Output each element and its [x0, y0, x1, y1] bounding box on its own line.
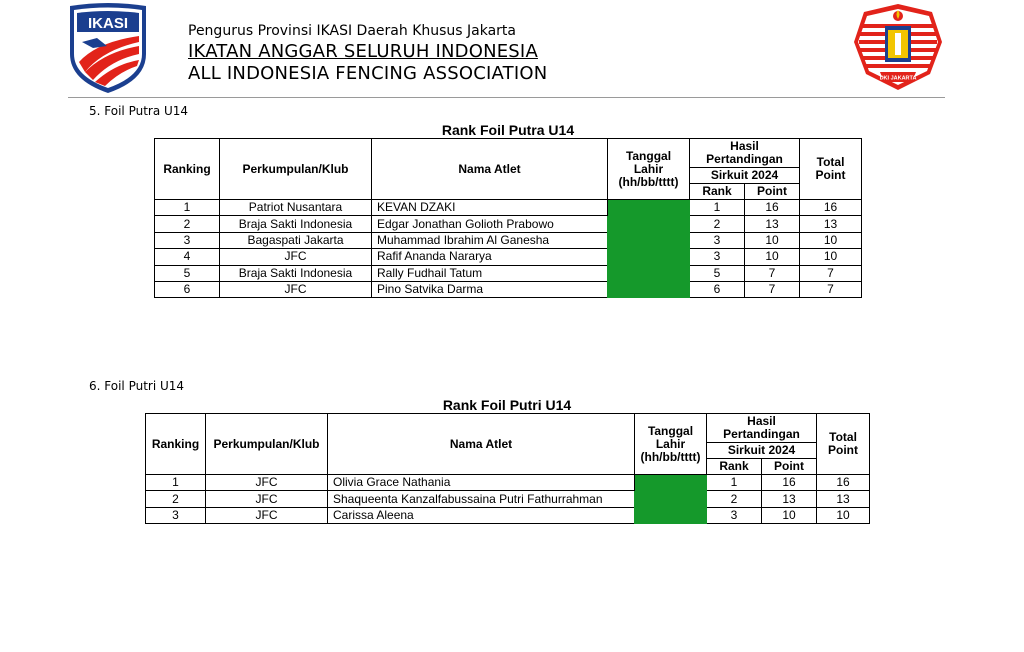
cell-club: Braja Sakti Indonesia — [220, 265, 372, 281]
cell-club: JFC — [220, 281, 372, 297]
col-header-dob: Tanggal Lahir (hh/bb/tttt) — [635, 414, 707, 475]
table-row — [146, 491, 870, 507]
cell-dob-redacted — [608, 200, 690, 298]
col-header-athlete: Nama Atlet — [372, 139, 608, 200]
cell-rank: 3 — [690, 249, 745, 265]
col-header-rank: Rank — [690, 183, 745, 199]
cell-ranking: 2 — [146, 491, 206, 507]
letterhead — [188, 22, 547, 85]
col-header-ranking: Ranking — [155, 139, 220, 200]
col-header-athlete: Nama Atlet — [328, 414, 635, 475]
cell-total: 10 — [800, 249, 862, 265]
cell-point: 16 — [745, 200, 800, 216]
table-row — [155, 265, 862, 281]
cell-ranking: 4 — [155, 249, 220, 265]
ikasi-logo — [67, 2, 149, 94]
cell-ranking: 1 — [155, 200, 220, 216]
cell-total: 10 — [800, 232, 862, 248]
cell-point: 13 — [762, 491, 817, 507]
col-header-point: Point — [745, 183, 800, 199]
cell-total: 13 — [800, 216, 862, 232]
cell-total: 10 — [817, 507, 870, 523]
col-header-club: Perkumpulan/Klub — [220, 139, 372, 200]
cell-club: JFC — [206, 507, 328, 523]
letterhead-name-id: IKATAN ANGGAR SELURUH INDONESIA — [188, 41, 538, 62]
cell-athlete: Shaqueenta Kanzalfabussaina Putri Fathurrahman — [328, 491, 635, 507]
col-header-total: Total Point — [800, 139, 862, 200]
cell-rank: 3 — [690, 232, 745, 248]
cell-athlete: KEVAN DZAKI — [372, 200, 608, 216]
cell-club: JFC — [206, 475, 328, 491]
cell-athlete: Carissa Aleena — [328, 507, 635, 523]
cell-total: 13 — [817, 491, 870, 507]
cell-total: 7 — [800, 265, 862, 281]
cell-rank: 2 — [690, 216, 745, 232]
cell-rank: 3 — [707, 507, 762, 523]
table-row — [155, 281, 862, 297]
table-row — [155, 249, 862, 265]
svg-text:IKASI: IKASI — [87, 15, 129, 32]
dki-jakarta-koni-logo — [852, 2, 944, 92]
col-header-club: Perkumpulan/Klub — [206, 414, 328, 475]
cell-point: 13 — [745, 216, 800, 232]
table-row — [155, 200, 862, 216]
col-header-ranking: Ranking — [146, 414, 206, 475]
cell-total: 16 — [817, 475, 870, 491]
cell-ranking: 1 — [146, 475, 206, 491]
cell-rank: 6 — [690, 281, 745, 297]
section-label-foil-putra: 5. Foil Putra U14 — [89, 104, 189, 118]
col-header-point: Point — [762, 458, 817, 474]
letterhead-org: Pengurus Provinsi IKASI Daerah Khusus Jakarta — [188, 23, 517, 39]
cell-club: JFC — [206, 491, 328, 507]
header-divider — [68, 97, 945, 98]
table-row — [146, 475, 870, 491]
cell-rank: 1 — [690, 200, 745, 216]
cell-ranking: 3 — [155, 232, 220, 248]
cell-rank: 1 — [707, 475, 762, 491]
col-header-rank: Rank — [707, 458, 762, 474]
cell-point: 16 — [762, 475, 817, 491]
cell-athlete: Rally Fudhail Tatum — [372, 265, 608, 281]
cell-point: 7 — [745, 265, 800, 281]
cell-athlete: Olivia Grace Nathania — [328, 475, 635, 491]
cell-ranking: 5 — [155, 265, 220, 281]
table-row — [146, 507, 870, 523]
cell-club: Braja Sakti Indonesia — [220, 216, 372, 232]
col-header-result: Hasil Pertandingan — [690, 139, 800, 168]
cell-ranking: 3 — [146, 507, 206, 523]
cell-total: 7 — [800, 281, 862, 297]
cell-dob-redacted — [635, 475, 707, 524]
ranking-table-foil-putri — [145, 413, 870, 524]
cell-total: 16 — [800, 200, 862, 216]
table-title-foil-putra: Rank Foil Putra U14 — [441, 122, 575, 138]
cell-rank: 2 — [707, 491, 762, 507]
col-header-circuit: Sirkuit 2024 — [690, 167, 800, 183]
cell-athlete: Pino Satvika Darma — [372, 281, 608, 297]
table-title-foil-putri: Rank Foil Putri U14 — [442, 397, 572, 413]
cell-athlete: Muhammad Ibrahim Al Ganesha — [372, 232, 608, 248]
col-header-result: Hasil Pertandingan — [707, 414, 817, 443]
cell-ranking: 6 — [155, 281, 220, 297]
cell-athlete: Edgar Jonathan Golioth Prabowo — [372, 216, 608, 232]
section-label-foil-putri: 6. Foil Putri U14 — [89, 379, 185, 393]
table-row — [155, 232, 862, 248]
cell-club: JFC — [220, 249, 372, 265]
cell-club: Bagaspati Jakarta — [220, 232, 372, 248]
svg-text:DKI JAKARTA: DKI JAKARTA — [879, 75, 917, 82]
ranking-table-foil-putra — [154, 138, 862, 298]
cell-point: 10 — [745, 232, 800, 248]
col-header-total: Total Point — [817, 414, 870, 475]
cell-athlete: Rafif Ananda Nararya — [372, 249, 608, 265]
cell-point: 10 — [745, 249, 800, 265]
col-header-circuit: Sirkuit 2024 — [707, 442, 817, 458]
cell-point: 7 — [745, 281, 800, 297]
cell-point: 10 — [762, 507, 817, 523]
cell-rank: 5 — [690, 265, 745, 281]
letterhead-name-en: ALL INDONESIA FENCING ASSOCIATION — [188, 63, 548, 84]
cell-ranking: 2 — [155, 216, 220, 232]
cell-club: Patriot Nusantara — [220, 200, 372, 216]
col-header-dob: Tanggal Lahir (hh/bb/tttt) — [608, 139, 690, 200]
table-row — [155, 216, 862, 232]
